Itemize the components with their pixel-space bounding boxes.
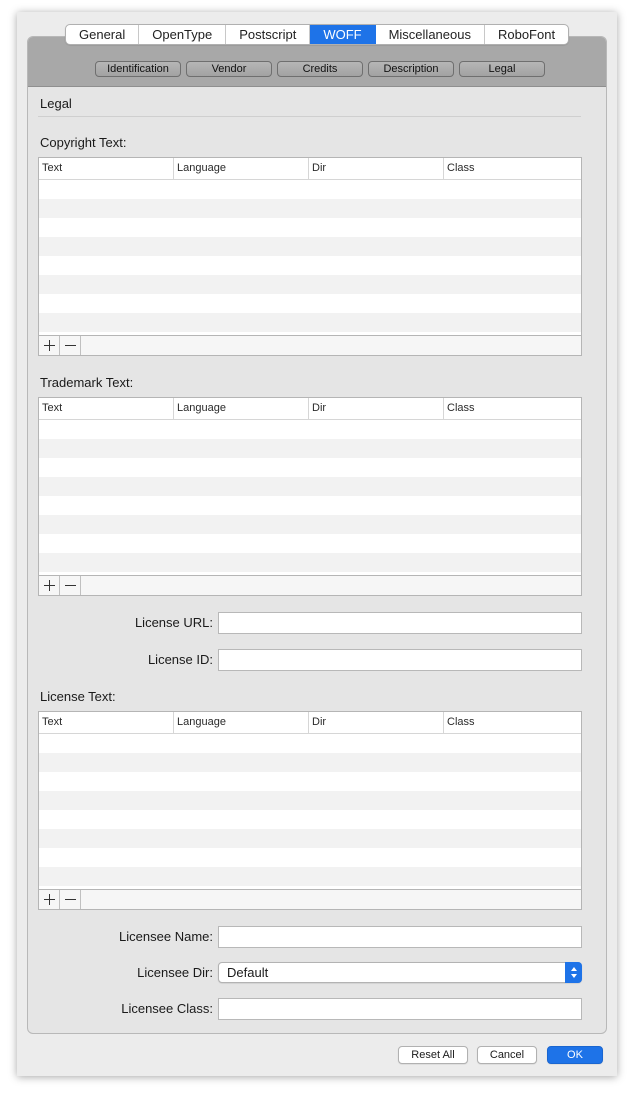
up-down-arrows-icon: [565, 962, 582, 983]
column-header-dir[interactable]: Dir: [309, 712, 444, 733]
add-copyright-button[interactable]: [39, 336, 60, 355]
subtab-description[interactable]: Description: [368, 61, 454, 77]
table-header: [39, 158, 581, 180]
plus-icon: [44, 894, 55, 905]
column-header-language[interactable]: Language: [174, 158, 309, 179]
license-table: [38, 711, 582, 910]
remove-license-button[interactable]: [60, 890, 81, 909]
copyright-table: [38, 157, 582, 356]
tab-postscript[interactable]: Postscript: [226, 25, 310, 44]
column-header-text[interactable]: Text: [39, 712, 174, 733]
licensee-name-label: Licensee Name:: [119, 929, 213, 944]
column-header-class[interactable]: Class: [447, 716, 475, 728]
plus-icon: [44, 340, 55, 351]
licensee-class-field[interactable]: [218, 998, 582, 1020]
table-footer: [39, 335, 581, 355]
cancel-button[interactable]: Cancel: [477, 1046, 537, 1064]
minus-icon: [65, 899, 76, 900]
plus-icon: [44, 580, 55, 591]
column-header-language[interactable]: Language: [174, 712, 309, 733]
subtab-legal[interactable]: Legal: [459, 61, 545, 77]
trademark-table: [38, 397, 582, 596]
minus-icon: [65, 585, 76, 586]
column-header-dir[interactable]: Dir: [309, 158, 444, 179]
licensee-dir-popup[interactable]: [218, 962, 582, 983]
remove-copyright-button[interactable]: [60, 336, 81, 355]
table-rows[interactable]: [39, 734, 581, 889]
table-header: [39, 712, 581, 734]
license-text-label: License Text:: [40, 689, 116, 704]
copyright-text-label: Copyright Text:: [40, 135, 127, 150]
tab-bar: [65, 24, 569, 45]
subtab-vendor[interactable]: Vendor: [186, 61, 272, 77]
add-trademark-button[interactable]: [39, 576, 60, 595]
licensee-dir-label: Licensee Dir:: [137, 965, 213, 980]
license-id-label: License ID:: [147, 652, 213, 667]
table-header: [39, 398, 581, 420]
reset-all-button[interactable]: Reset All: [398, 1046, 468, 1064]
section-title: Legal: [40, 96, 72, 111]
table-rows[interactable]: [39, 420, 581, 575]
column-header-text[interactable]: Text: [39, 158, 174, 179]
subtab-credits[interactable]: Credits: [277, 61, 363, 77]
column-header-dir[interactable]: Dir: [309, 398, 444, 419]
license-url-label: License URL:: [134, 615, 213, 630]
licensee-class-label: Licensee Class:: [121, 1001, 213, 1016]
subtab-identification[interactable]: Identification: [95, 61, 181, 77]
licensee-dir-value: Default: [227, 965, 269, 980]
license-url-field[interactable]: [218, 612, 582, 634]
column-header-text[interactable]: Text: [39, 398, 174, 419]
table-rows[interactable]: [39, 180, 581, 335]
tab-miscellaneous[interactable]: Miscellaneous: [376, 25, 485, 44]
table-footer: [39, 889, 581, 909]
license-id-field[interactable]: [218, 649, 582, 671]
tab-general[interactable]: General: [66, 25, 139, 44]
column-header-class[interactable]: Class: [447, 402, 475, 414]
section-divider: [38, 116, 581, 117]
font-info-sheet: [17, 12, 617, 1076]
column-header-class[interactable]: Class: [447, 162, 475, 174]
tab-woff[interactable]: WOFF: [310, 25, 375, 44]
licensee-name-field[interactable]: [218, 926, 582, 948]
remove-trademark-button[interactable]: [60, 576, 81, 595]
tab-robofont[interactable]: RoboFont: [497, 27, 556, 42]
tab-content-panel: [27, 36, 607, 1034]
column-header-language[interactable]: Language: [174, 398, 309, 419]
minus-icon: [65, 345, 76, 346]
table-footer: [39, 575, 581, 595]
ok-button[interactable]: OK: [547, 1046, 603, 1064]
trademark-text-label: Trademark Text:: [40, 375, 134, 390]
tab-opentype[interactable]: OpenType: [139, 25, 226, 44]
add-license-button[interactable]: [39, 890, 60, 909]
